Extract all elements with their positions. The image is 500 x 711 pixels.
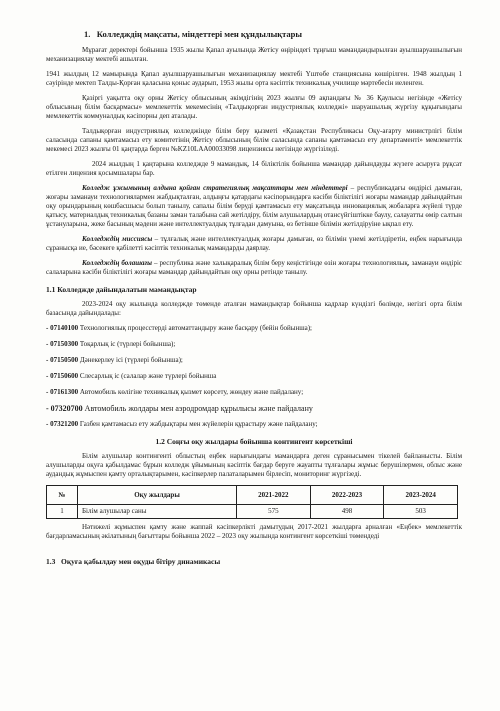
paragraph-history-1: Мұрағат деректері бойынша 1935 жылы Қапал ауылында Жетісу өңіріндегі тұңғыш мамандандырылған ауылшаруашылығын механизациялау мектебі ашылған. — [46, 46, 462, 63]
paragraph-status: Қазіргі уақытта оқу орны Жетісу облысының әкімдігінің 2023 жылғы 09 ақпандағы № 36 Қаулысы негізінде «Жетісу облысының білім басқармасы» мемлекеттік мекемесінің «Талдықорған индустриялық колледжі» шаруашылық жүргізу құқығындағы мемлекеттік коммуналдық кәсіпорны деп аталады. — [46, 94, 462, 120]
specialty-item — [46, 404, 462, 413]
row-value-2022: 498 — [310, 505, 384, 519]
header-year-3: 2023-2024 — [384, 486, 458, 505]
specialty-code: - 07321200 — [46, 420, 79, 428]
header-years: Оқу жылдары — [78, 486, 237, 505]
strategy-lead: Колледж ұжымының алдына қойған стратегиялық мақсаттары мен міндеттері — [82, 184, 348, 192]
vision-lead: Колледждің болашағы — [82, 259, 152, 267]
specialty-item — [46, 324, 462, 333]
header-year-1: 2021-2022 — [237, 486, 311, 505]
header-number: № — [47, 486, 78, 505]
specialty-name: Автомобиль көлігіне техникалық қызмет көрсету, жөндеу және пайдалану; — [78, 388, 304, 396]
header-year-2: 2022-2023 — [310, 486, 384, 505]
specialty-name: Автомобиль жолдары мен аэродромдар құрылысы және пайдалану — [82, 404, 313, 413]
section-heading: 1. Колледждің мақсаты, міндеттері мен құндылықтары — [84, 29, 303, 39]
specialty-name: Дәнекерлеу ісі (түрлері бойынша); — [78, 356, 183, 364]
paragraph-strategy — [46, 184, 462, 229]
specialty-item — [46, 388, 462, 397]
specialty-name: Технологиялық процесстерді автоматтандыру және басқару (бейін бойынша); — [78, 324, 312, 332]
mission-text: – тұлғалық және интеллектуалдық жоғары дамыған, өз білімін үнемі жетілдіретін, еңбек нарығында сұранысқа ие, бәсекеге қабілетті кәсіптік техникалық мамандарды даярлау. — [46, 235, 463, 252]
specialty-code: - 07150300 — [46, 340, 79, 348]
specialty-name: Слесарлық іс (салалар және түрлері бойынша — [78, 372, 217, 380]
strategy-text: – республикадағы өндірісі дамыған, жоғары заманауи технологиялармен жабдықталған, алдыңғы қатардағы кәсіпорындарға кәсіби біліктілігі жоғары мамандар дайындайтын оқу орындарының көшбасшысы болып танылу, сапалы білім беруді қамтамасыз ету мақсатында инновациялық жобаларға жүйелі түрде қатысу, материалдық техникалық базаны заман талабына сай жетілдіру, білім алушылардың отансүйгіштікке баулу, салауатты өмір салтын ұстануларына, жеке басының мәдени және интеллектуалдық тұлғадан дамуына, өз бетінше білімін жетілдіруіне ықпал ету. — [46, 184, 462, 228]
subsection-1-2-title: 1.2 Соңғы оқу жылдары бойынша контингент көрсеткіші — [155, 437, 353, 446]
paragraph-vision — [46, 259, 462, 277]
specialty-code: - 07161300 — [46, 388, 79, 396]
specialty-code: - 07320700 — [46, 404, 83, 413]
row-value-2021: 575 — [237, 505, 311, 519]
specialty-code: - 07140100 — [46, 324, 79, 332]
vision-text: – республика және халықаралық білім беру кеңістігінде өзін жоғары технологиялық, заманауи өндіріс салаларына кәсіби біліктілігі жоғары мамандар дайындайтын оқу орны ретінде танылу. — [46, 259, 462, 276]
mission-lead: Колледждің миссиясы — [82, 235, 153, 243]
paragraph-history-2: 1941 жылдың 12 мамырында Қапал ауылшаруашылығын механизациялау мектебі Үштөбе станциясына көшірілген. 1948 жылдың 1 сәуірінде мектеп Талды-Қорған қаласына қоныс аударып, 1953 жылы орта кәсіптік техникалық училище мәртебесін иеленген. — [46, 70, 462, 87]
subsection-1-3-title: 1.3 Оқуға қабылдау мен оқуды бітіру динамикасы — [46, 557, 221, 566]
table-row — [47, 505, 458, 519]
specialty-item — [46, 356, 462, 365]
row-label: Білім алушылар саны — [78, 505, 237, 519]
specialty-name: Газбен қамтамасыз ету жабдықтары мен жүйелерін құрастыру және пайдалану; — [78, 420, 318, 428]
specialties-intro: 2023-2024 оқу жылында колледжде төменде аталған мамандықтар бойынша кадрлар күндізгі бөлімде, негізгі орта білім базасында дайындалады: — [46, 300, 462, 317]
contingent-table — [46, 485, 458, 519]
table-header-row — [47, 486, 458, 505]
specialty-item — [46, 340, 462, 349]
specialty-item — [46, 420, 462, 429]
subsection-1-1-title: 1.1 Колледжде дайындалатын мамандықтар — [46, 285, 197, 294]
specialty-name: Тоқарлық іс (түрлері бойынша); — [78, 340, 176, 348]
contingent-summary: Нәтижелі жұмыспен қамту және жаппай кәсіпкерлікті дамытудың 2017-2021 жылдарға арналған «Еңбек» мемлекеттік бағдарламасының әкілатының бағыттары бойынша 2022 – 2023 оқу жылында контингент көрсеткіші төмендеді — [46, 523, 462, 540]
paragraph-specialties-count: 2024 жылдың 1 қаңтарына колледжде 9 мамандық, 14 біліктілік бойынша мамандар дайындауды жүзеге асыруға рұқсат етілген лицензия қосымшалары бар. — [46, 160, 462, 177]
row-value-2023: 503 — [384, 505, 458, 519]
specialty-code: - 07150500 — [46, 356, 79, 364]
row-number: 1 — [47, 505, 78, 519]
contingent-intro: Білім алушылар контингенті облыстың еңбек нарығындағы мамандарға деген сұранысымен тікелей байланысты. Білім алушыларды оқуға қабылдамас бұрын колледж ұйымының кәсіптік бағдар беруге жауапты тұлғалары жұмыс берушілермен, облыс және аудандық жұмыспен қамту орталықтарымен, кәсіпкерлер палаталарымен бірлесіп, мониторинг жүргізеді. — [46, 452, 462, 478]
specialty-code: - 07150600 — [46, 372, 79, 380]
paragraph-mission — [46, 235, 462, 253]
specialty-item — [46, 372, 462, 381]
paragraph-license: Талдықорған индустриялық колледжінде білім беру қызметі «Қазақстан Республикасы Оқу-ағарту министрлігі білім саласында сапаны қамтамасыз ету комитетінің Жетісу облысының білім саласында сапаны қамтамасыз ету департаменті» мемлекеттік мекемесі 2023 жылғы 01 қаңтарда берген №KZ10LAA00033098 лицензиясы негізінде жүргізіледі. — [46, 127, 462, 153]
